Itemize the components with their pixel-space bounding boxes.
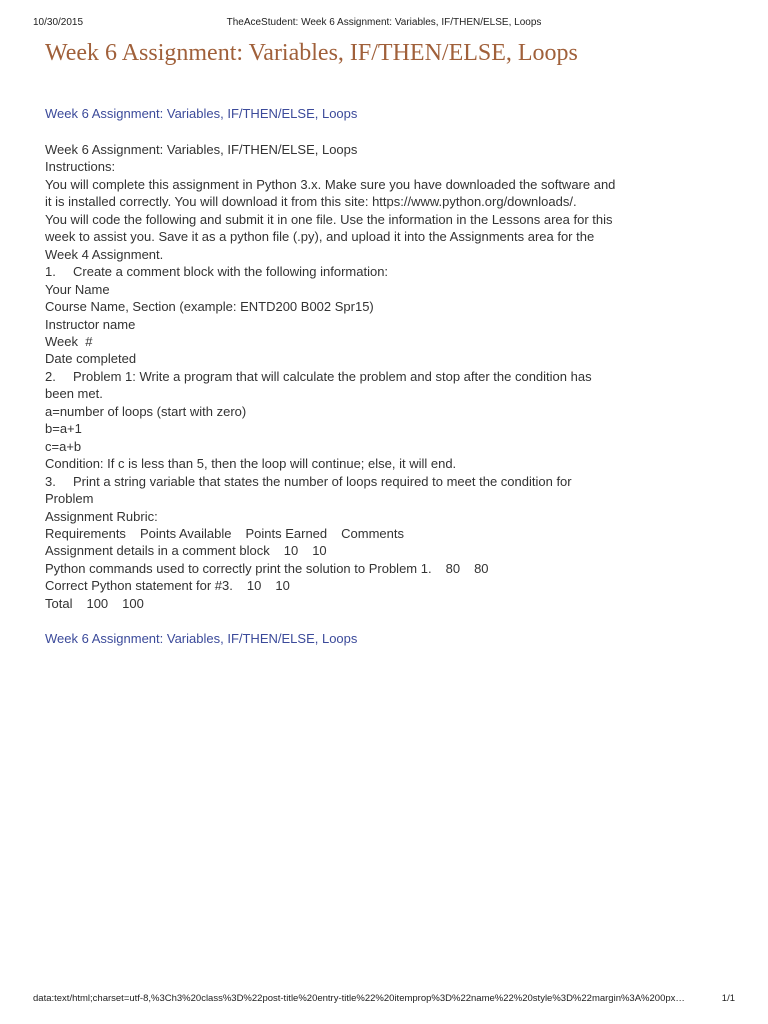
comment-field: Date completed: [45, 351, 137, 367]
post-link-bottom[interactable]: Week 6 Assignment: Variables, IF/THEN/ELSE, Loops: [45, 631, 358, 646]
rubric-header-cell: Points Available: [139, 525, 232, 541]
list-number: 2.: [45, 368, 56, 384]
list-item-3: [45, 473, 655, 490]
rubric-cell: 10: [312, 543, 327, 559]
page-title: Week 6 Assignment: Variables, IF/THEN/ELSE, Loops: [45, 40, 578, 66]
list-item-continuation: Problem: [45, 491, 94, 507]
print-document-title: TheAceStudent: Week 6 Assignment: Variables, IF/THEN/ELSE, Loops: [226, 17, 542, 28]
rubric-cell: 100: [122, 595, 144, 611]
list-item-continuation: been met.: [45, 386, 103, 402]
variable-line: b=a+1: [45, 421, 82, 437]
rubric-cell: 10: [246, 578, 262, 594]
list-text: Problem 1: Write a program that will calculate the problem and stop after the condition has: [73, 368, 592, 384]
rubric-header-row: [45, 525, 655, 542]
list-text: Print a string variable that states the number of loops required to meet the condition for: [73, 473, 572, 489]
rubric-header-cell: Points Earned: [245, 525, 328, 541]
paragraph-line: Week 4 Assignment.: [45, 246, 164, 262]
comment-field: Your Name: [45, 281, 110, 297]
comment-field: Week #: [45, 333, 93, 349]
paragraph-line: week to assist you. Save it as a python file (.py), and upload it into the Assignments area for the: [45, 229, 595, 245]
rubric-row: [45, 560, 655, 577]
rubric-header-cell: Comments: [341, 525, 405, 541]
page-number: 1/1: [721, 993, 735, 1004]
comment-field: Course Name, Section (example: ENTD200 B002 Spr15): [45, 299, 374, 315]
rubric-row: [45, 542, 655, 559]
rubric-cell: Total: [45, 595, 73, 611]
print-source-url: data:text/html;charset=utf-8,%3Ch3%20class%3D%22post-title%20entry-title%22%20itemprop%3D%22name%22%20style%3D%22margin%3A%200px…: [33, 993, 685, 1004]
print-footer: [33, 993, 735, 1007]
comment-field: Instructor name: [45, 316, 136, 332]
condition-line: Condition: If c is less than 5, then the loop will continue; else, it will end.: [45, 456, 457, 472]
paragraph-line: You will complete this assignment in Python 3.x. Make sure you have downloaded the software and: [45, 176, 616, 192]
rubric-cell: Assignment details in a comment block: [45, 543, 270, 559]
list-text: Create a comment block with the following information:: [73, 264, 389, 280]
paragraph-line: You will code the following and submit it in one file. Use the information in the Lessons area for this: [45, 211, 613, 227]
variable-line: c=a+b: [45, 438, 82, 454]
print-header: [33, 17, 735, 31]
rubric-row: [45, 577, 655, 594]
rubric-cell: 10: [283, 543, 299, 559]
rubric-label: Assignment Rubric:: [45, 508, 158, 524]
rubric-header-cell: Requirements: [45, 525, 126, 541]
list-number: 1.: [45, 264, 56, 280]
variable-line: a=number of loops (start with zero): [45, 403, 247, 419]
post-link-top[interactable]: Week 6 Assignment: Variables, IF/THEN/ELSE, Loops: [45, 106, 358, 121]
list-item-2: [45, 368, 655, 385]
body-heading: Week 6 Assignment: Variables, IF/THEN/ELSE, Loops: [45, 142, 358, 157]
rubric-cell: 80: [445, 560, 461, 576]
instructions-label: Instructions:: [45, 159, 116, 175]
post-body: [45, 141, 655, 612]
rubric-cell: 80: [474, 560, 489, 576]
paragraph-line: it is installed correctly. You will download it from this site: https://www.python.org/downloads/.: [45, 194, 577, 210]
list-number: 3.: [45, 473, 56, 489]
rubric-cell: 100: [86, 595, 109, 611]
list-item-1: [45, 263, 655, 280]
rubric-cell: Python commands used to correctly print the solution to Problem 1.: [45, 560, 432, 576]
print-date: 10/30/2015: [33, 17, 84, 28]
rubric-cell: Correct Python statement for #3.: [45, 578, 233, 594]
rubric-row-total: [45, 595, 655, 612]
rubric-cell: 10: [275, 578, 290, 594]
